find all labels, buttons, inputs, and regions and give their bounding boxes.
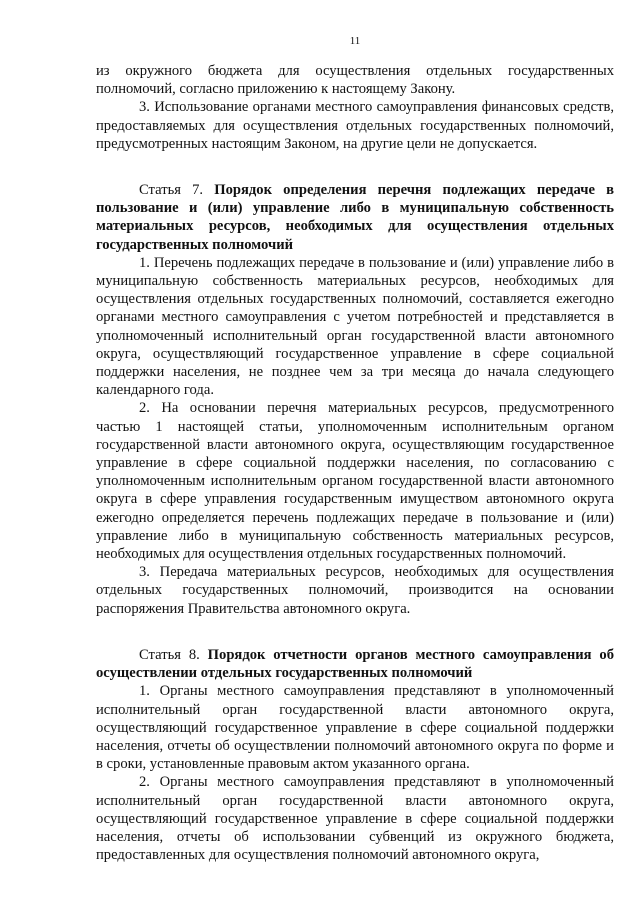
article-8-item-1: 1. Органы местного самоуправления представляют в уполномоченный исполнительный орган государственной власти автономного округа, осуществляющий государственное управление в сфере социальной поддержки населения, отчеты об осуществлении полномочий автономного округа по форме и в сроки, установленные правовым актом указанного органа. bbox=[96, 683, 614, 773]
article-7-item-1: 1. Перечень подлежащих передаче в пользование и (или) управление либо в муниципальную собственность материальных ресурсов, необходимых для осуществления отдельных государственных полномочий, составляется ежегодно органами местного самоуправления с учетом потребностей и представляется в уполномоченный исполнительный орган государственной власти автономного округа, осуществляющий государственное управление в сфере социальной поддержки населения, не позднее чем за три месяца до начала следующего календарного года. bbox=[96, 254, 614, 399]
page-number: 11 bbox=[349, 35, 361, 47]
article-7-title: Порядок определения перечня подлежащих передаче в пользование и (или) управление либо в муниципальную собственность материальных ресурсов, необходимых для осуществления отдельных государственных полномочий bbox=[96, 182, 614, 253]
article-8-label: Статья 8. bbox=[139, 646, 200, 663]
article-8-title: Порядок отчетности органов местного самоуправления об осуществлении отдельных государственных полномочий bbox=[96, 646, 615, 682]
article-8-heading bbox=[96, 646, 614, 682]
article-7-item-2: 2. На основании перечня материальных ресурсов, предусмотренного частью 1 настоящей статьи, уполномоченным исполнительным органом государственной власти автономного округа, осуществляющим государственное управление в сфере социальной поддержки населения, по согласованию с уполномоченным исполнительным органом государственной власти автономного округа в сфере управления государственным имуществом автономного округа ежегодно определяется перечень подлежащих передаче в пользование и (или) управление либо в муниципальную собственность материальных ресурсов, необходимых для осуществления отдельных государственных полномочий. bbox=[96, 400, 614, 563]
article-7-item-3: 3. Передача материальных ресурсов, необходимых для осуществления отдельных государственных полномочий, производится на основании распоряжения Правительства автономного округа. bbox=[96, 564, 614, 617]
article-8-item-2: 2. Органы местного самоуправления представляют в уполномоченный исполнительный орган государственной власти автономного округа, осуществляющий государственное управление в сфере социальной поддержки населения, отчеты об использовании субвенций из окружного бюджета, предоставленных для осуществления полномочий автономного округа, bbox=[96, 774, 614, 864]
paragraph-item-3: 3. Использование органами местного самоуправления финансовых средств, предоставляемых для осуществления отдельных государственных полномочий, предусмотренных настоящим Законом, на другие цели не допускается. bbox=[96, 99, 614, 152]
article-7-label: Статья 7. bbox=[139, 182, 204, 199]
paragraph-continuation: из окружного бюджета для осуществления отдельных государственных полномочий, согласно приложению к настоящему Закону. bbox=[96, 63, 614, 98]
article-7-heading bbox=[96, 181, 614, 254]
